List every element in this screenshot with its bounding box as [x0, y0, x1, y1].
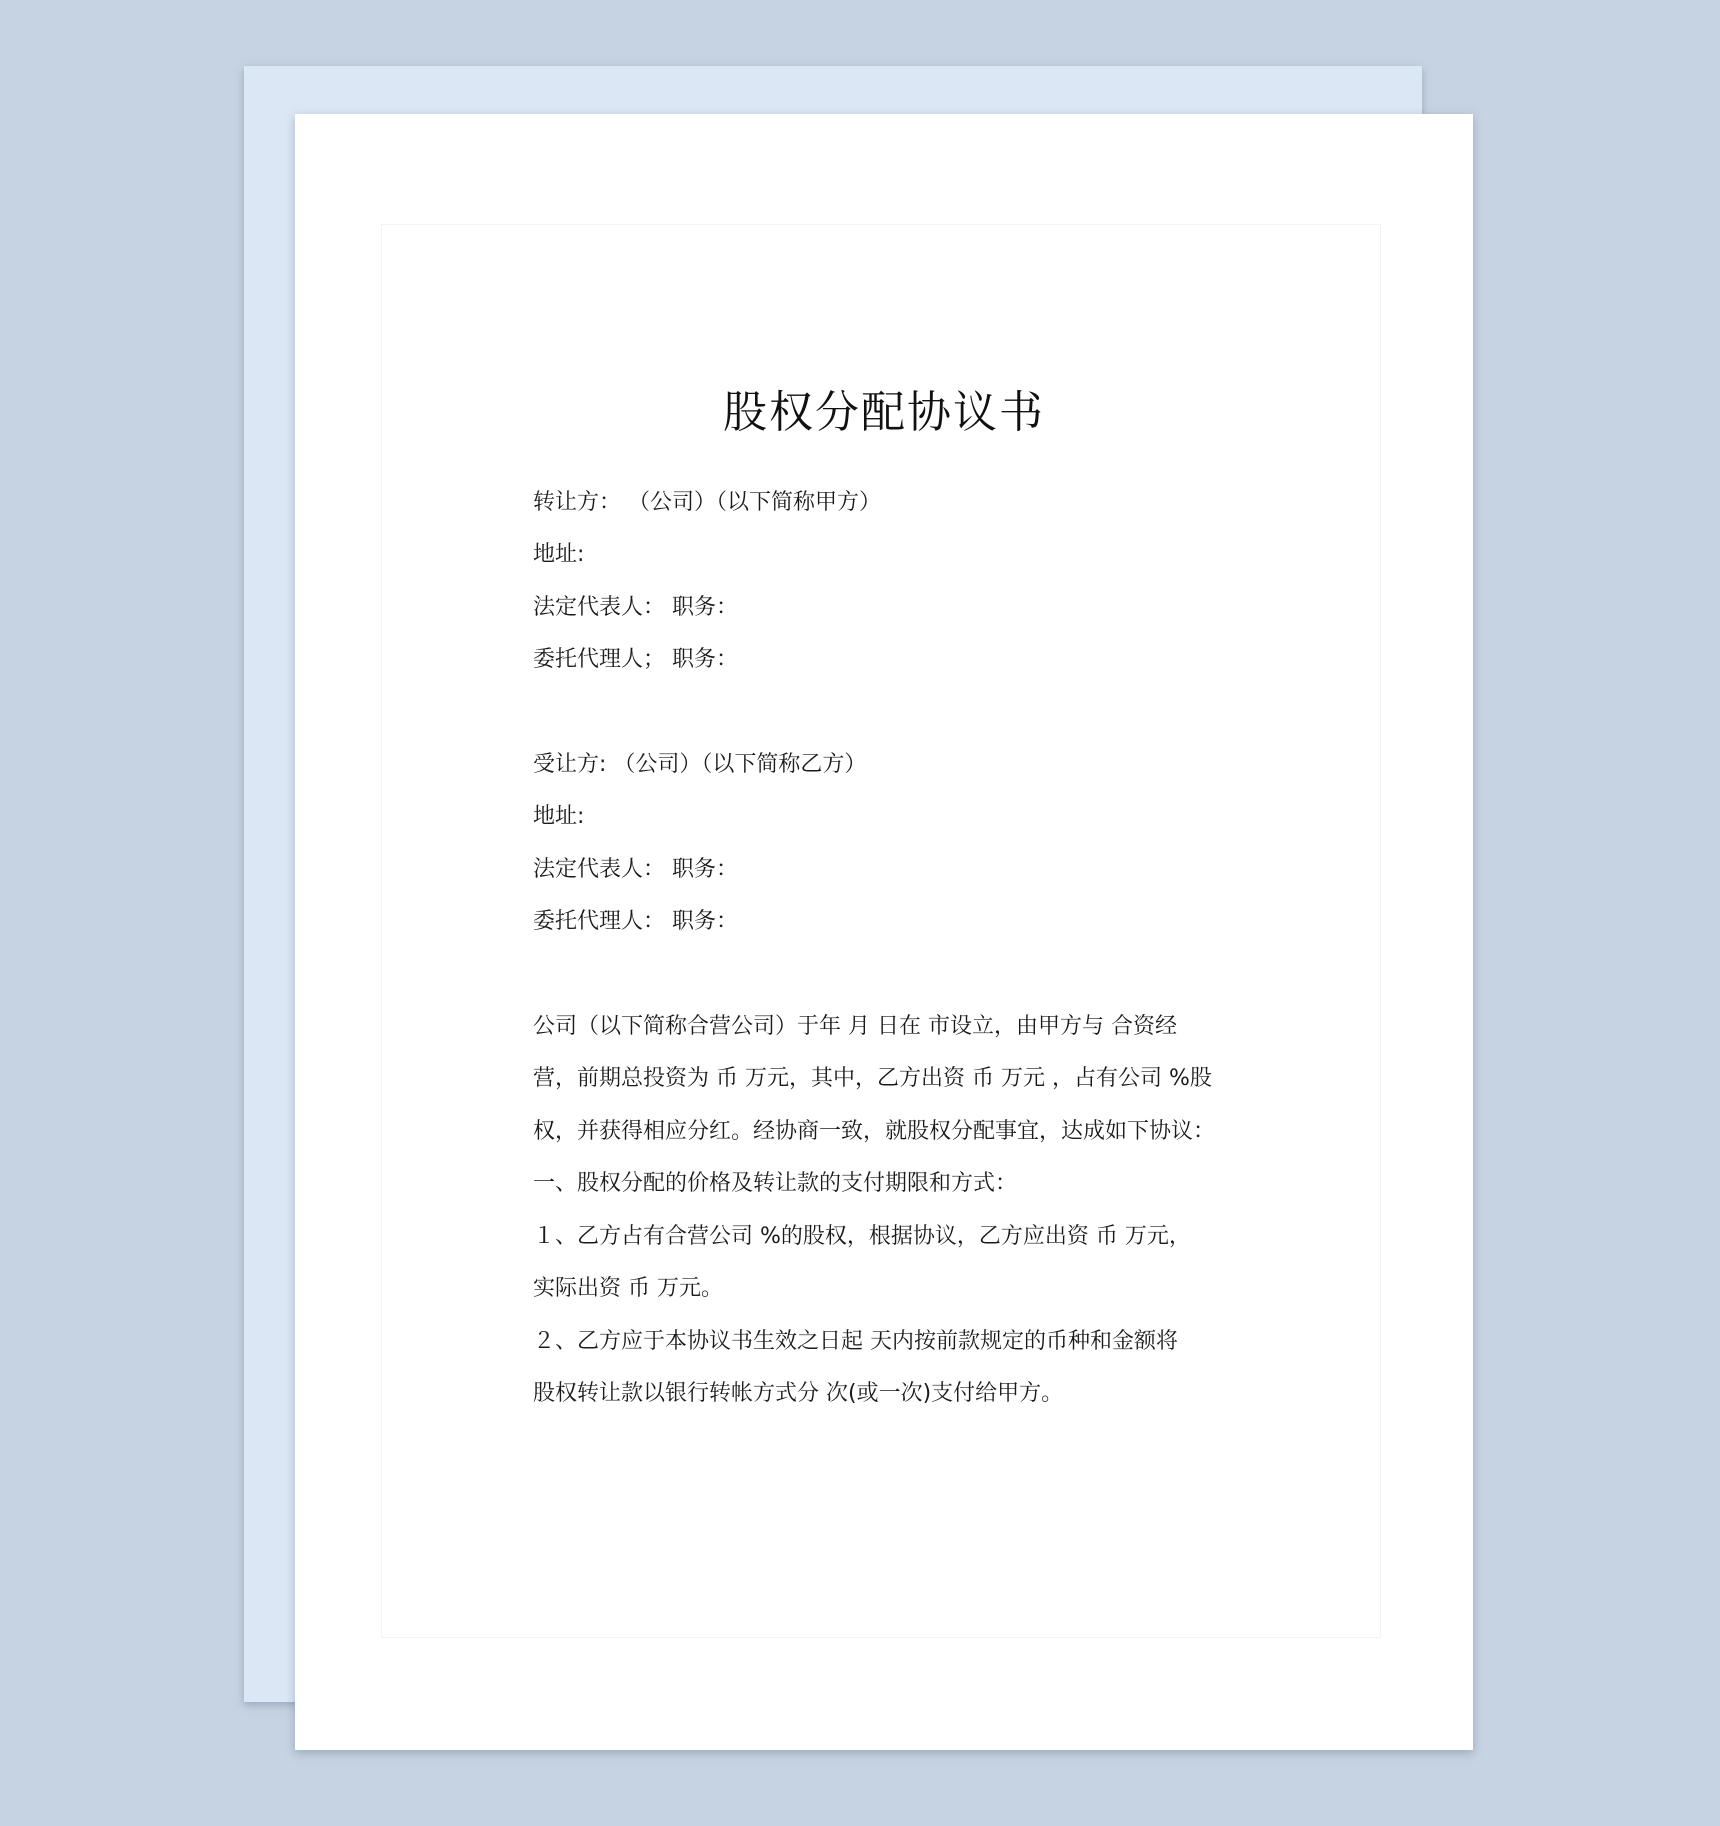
party-a-address: 地址:	[533, 542, 585, 567]
transferee-line: 受让方: （公司）（以下简称乙方）	[533, 752, 867, 777]
body-line: 股权转让款以银行转帐方式分 次(或一次)支付给甲方。	[533, 1381, 1064, 1406]
document-title: 股权分配协议书	[723, 387, 1045, 438]
body-line: 营，前期总投资为 币 万元，其中，乙方出资 币 万元 ，占有公司 %股	[533, 1066, 1212, 1091]
section-heading: 一、股权分配的价格及转让款的支付期限和方式：	[533, 1171, 1018, 1196]
body-line: １、乙方占有合营公司 %的股权，根据协议，乙方应出资 币 万元，	[533, 1224, 1191, 1249]
body-line: 公司（以下简称合营公司）于年 月 日在 市设立，由甲方与 合资经	[533, 1014, 1177, 1039]
body-line: ２、乙方应于本协议书生效之日起 天内按前款规定的币种和金额将	[533, 1329, 1178, 1354]
body-line: 权，并获得相应分红。经协商一致，就股权分配事宜，达成如下协议：	[533, 1119, 1216, 1144]
transferor-line: 转让方： （公司）（以下简称甲方）	[533, 490, 881, 515]
document-page	[295, 114, 1473, 1750]
body-line: 实际出资 币 万元。	[533, 1276, 723, 1301]
party-b-legal-rep: 法定代表人： 职务：	[533, 857, 738, 882]
party-a-agent: 委托代理人； 职务：	[533, 647, 738, 672]
party-a-legal-rep: 法定代表人： 职务：	[533, 595, 738, 620]
party-b-agent: 委托代理人： 职务：	[533, 909, 738, 934]
party-b-address: 地址:	[533, 804, 585, 829]
